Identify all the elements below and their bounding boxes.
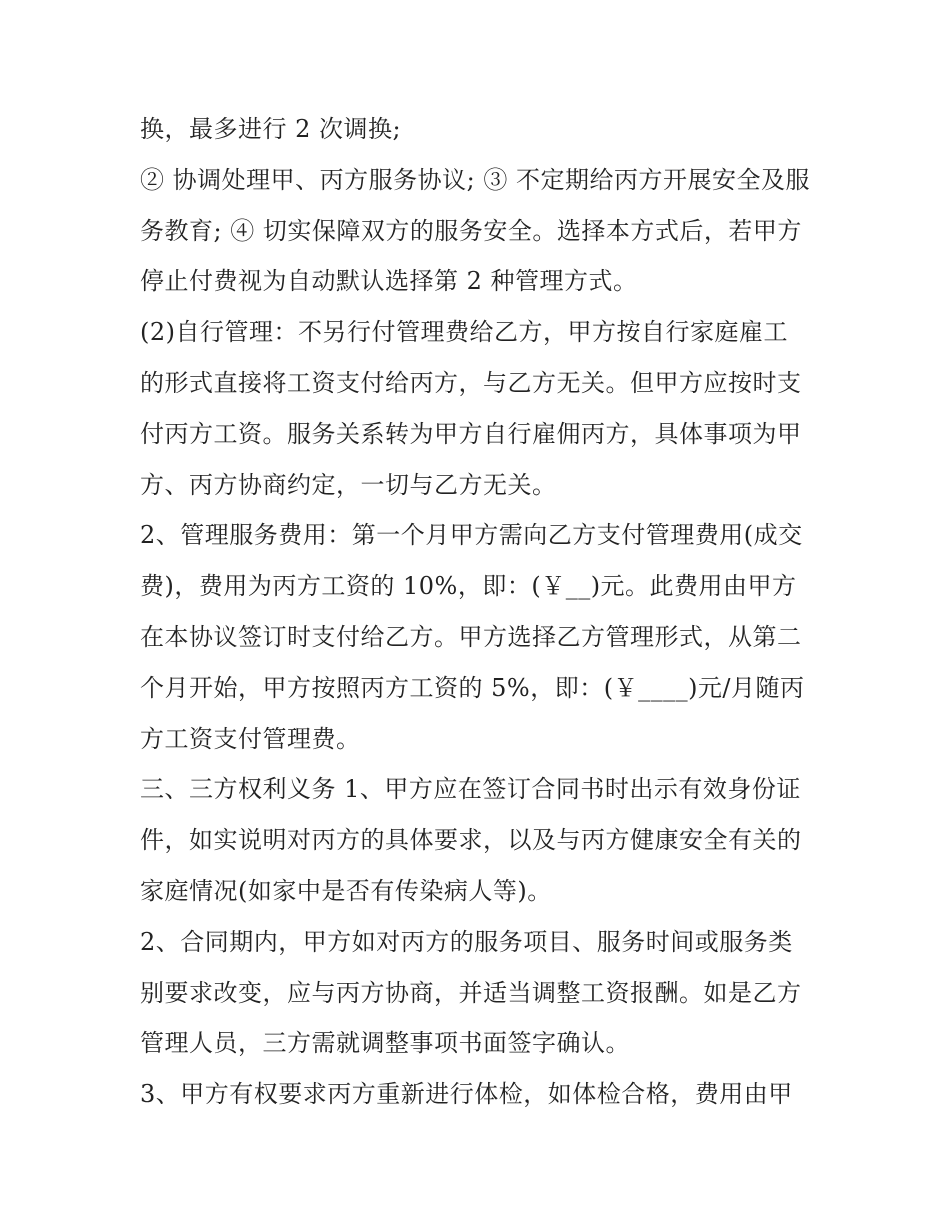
text-line: 换，最多进行 2 次调换;	[140, 115, 402, 143]
text-line: 方、丙方协商约定，一切与乙方无关。	[140, 470, 557, 499]
text-line: 3、甲方有权要求丙方重新进行体检，如体检合格，费用由甲	[140, 1080, 793, 1109]
text-line: 费)，费用为丙方工资的 10%，即：(￥__)元。此费用由甲方	[140, 572, 797, 601]
text-line: (2)自行管理：不另行付管理费给乙方，甲方按自行家庭雇工	[140, 318, 788, 347]
text-line: ② 协调处理甲、丙方服务协议; ③ 不定期给丙方开展安全及服	[140, 165, 810, 194]
text-line: 在本协议签订时支付给乙方。甲方选择乙方管理形式，从第二	[140, 622, 802, 651]
text-line: 别要求改变，应与丙方协商，并适当调整工资报酬。如是乙方	[140, 978, 802, 1007]
text-line: 件，如实说明对丙方的具体要求，以及与丙方健康安全有关的	[140, 826, 802, 855]
text-line: 2、合同期内，甲方如对丙方的服务项目、服务时间或服务类	[140, 927, 793, 956]
text-line: 2、管理服务费用：第一个月甲方需向乙方支付管理费用(成交	[140, 521, 803, 550]
text-line: 务教育; ④ 切实保障双方的服务安全。选择本方式后，若甲方	[140, 216, 802, 245]
text-line: 停止付费视为自动默认选择第 2 种管理方式。	[140, 267, 638, 296]
document-body	[140, 104, 830, 1120]
text-line: 方工资支付管理费。	[140, 724, 361, 753]
text-line: 管理人员，三方需就调整事项书面签字确认。	[140, 1029, 630, 1058]
text-line: 家庭情况(如家中是否有传染病人等)。	[140, 876, 552, 905]
text-line: 个月开始，甲方按照丙方工资的 5%，即：(￥____)元/月随丙	[140, 673, 805, 702]
text-line: 的形式直接将工资支付给丙方，与乙方无关。但甲方应按时支	[140, 368, 802, 397]
text-line: 付丙方工资。服务关系转为甲方自行雇佣丙方，具体事项为甲	[140, 419, 802, 448]
text-line: 三、三方权利义务 1、甲方应在签订合同书时出示有效身份证	[140, 775, 801, 804]
